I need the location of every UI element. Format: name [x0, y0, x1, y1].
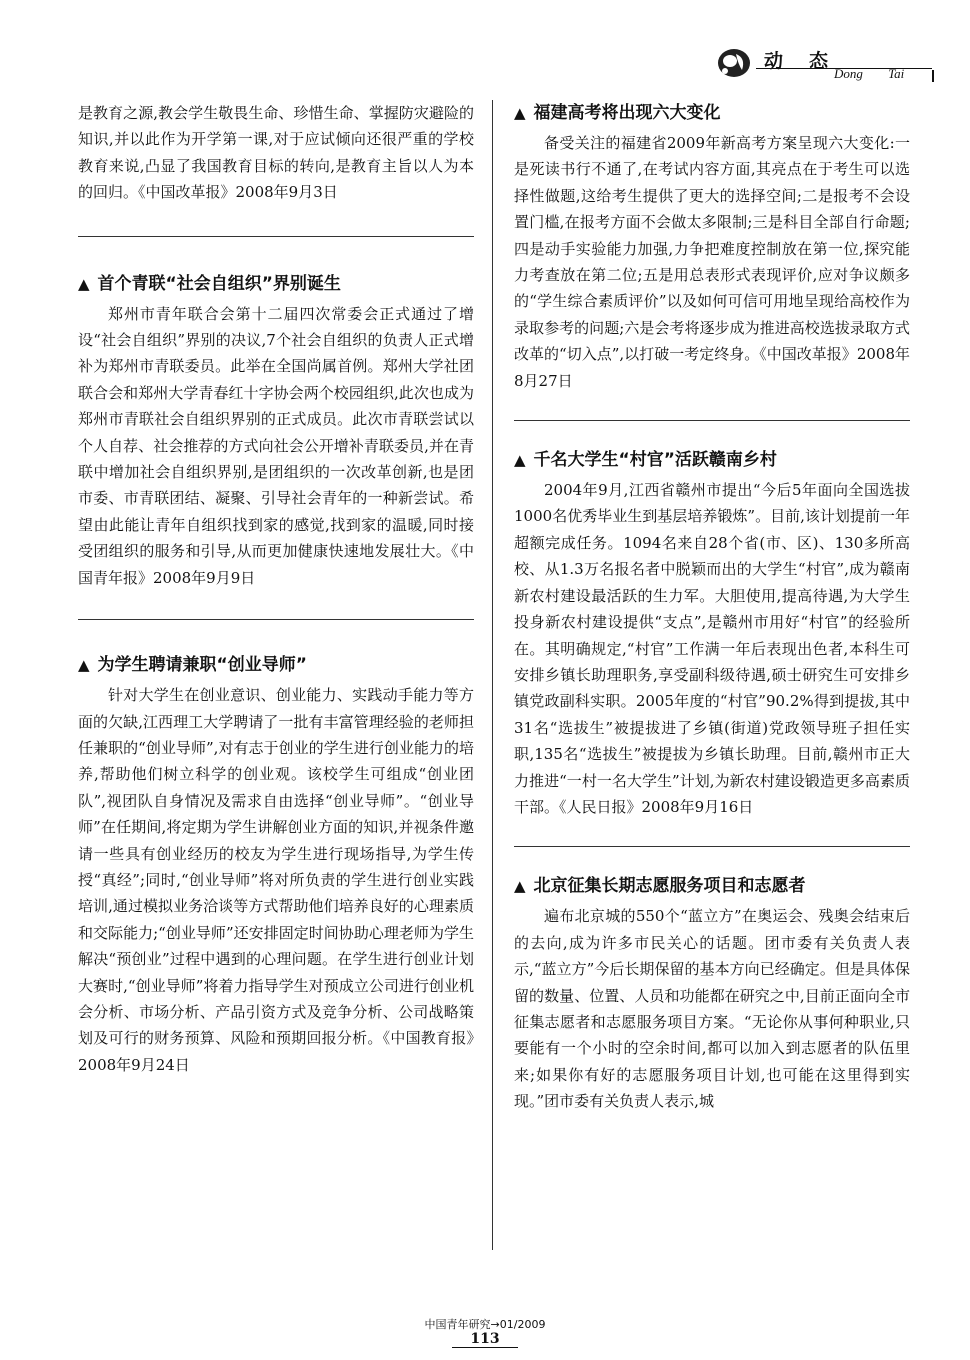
right-column: [514, 100, 910, 1115]
continued-article: [78, 100, 474, 206]
article-body: 遍布北京城的550个“蓝立方”在奥运会、残奥会结束后的去向,成为许多市民关心的话题。团市委有关负责人表示,“蓝立方”今后长期保留的基本方向已经确定。但是具体保留的数量、位置、人员和功能都在研究之中,目前正面向全市征集志愿者和志愿服务项目方案。“无论你从事何种职业,只要能有一个小时的空余时间,都可以加入到志愿者的队伍里来;如果你有好的志愿服务项目计划,也可能在这里得到实现。”团市委有关负责人表示,城: [514, 907, 910, 1111]
article-startup-mentor: [78, 652, 474, 1078]
article-body: 2004年9月,江西省赣州市提出“今后5年面向全国选拔1000名优秀毕业生到基层培养锻炼”。目前,该计划提前一年超额完成任务。1094名来自28个省(市、区)、130多所高校、从1.3万名报名者中脱颖而出的大学生“村官”,成为赣南新农村建设最活跃的生力军。大胆使用,提高待遇,为大学生投身新农村建设提供“支点”,是赣州市用好“村官”的经验所在。其明确规定,“村官”工作满一年后表现出色者,本科生可安排乡镇长助理职务,享受副科级待遇,硕士研究生可安排乡镇党政副科实职。2005年度的“村官”90.2%得到提拔,其中31名“选拔生”被提拔进了乡镇(街道)党政领导班子担任实职,135名“选拔生”被提拔为乡镇长助理。目前,赣州市正大力推进“一村一名大学生”计划,为新农村建设锻造更多高素质干部。《人民日报》2008年9月16日: [514, 481, 910, 816]
article-title: ▲ 为学生聘请兼职“创业导师”: [78, 655, 307, 676]
journal-logo-icon: [716, 46, 752, 80]
article-title: ▲ 千名大学生“村官”活跃赣南乡村: [514, 450, 777, 471]
article-body: 针对大学生在创业意识、创业能力、实践动手能力等方面的欠缺,江西理工大学聘请了一批有丰富管理经验的老师担任兼职的“创业导师”,对有志于创业的学生进行创业能力的培养,帮助他们树立科学的创业观。该校学生可组成“创业团队”,视团队自身情况及需求自由选择“创业导师”。“创业导师”在任期间,将定期为学生讲解创业方面的知识,并视条件邀请一些具有创业经历的校友为学生进行现场指导,为学生传授“真经”;同时,“创业导师”将对所负责的学生进行创业实践培训,通过模拟业务洽谈等方式帮助他们培养良好的心理素质和交际能力;“创业导师”还安排固定时间协助心理老师为学生解决“预创业”过程中遇到的心理问题。在学生进行创业计划大赛时,“创业导师”将着力指导学生对预成立公司进行创业机会分析、市场分析、产品引资方式及竞争分析、公司战略策划及可行的财务预算、风险和预期回报分析。《中国教育报》2008年9月24日: [78, 686, 474, 1074]
page-header: [716, 44, 936, 84]
article-youth-federation: [78, 271, 474, 591]
article-body: 是教育之源,教会学生敬畏生命、珍惜生命、掌握防灾避险的知识,并以此作为开学第一课,对于应试倾向还很严重的学校教育来说,凸显了我国教育目标的转向,是教育主旨以人为本的回归。《中国改革报》2008年9月3日: [78, 104, 474, 202]
article-body: 郑州市青年联合会第十二届四次常委会正式通过了增设“社会自组织”界别的决议,7个社会自组织的负责人正式增补为郑州市青联委员。此举在全国尚属首例。郑州大学社团联合会和郑州大学青春红十字协会两个校园组织,此次也成为郑州市青联社会自组织界别的正式成员。此次市青联尝试以个人自荐、社会推荐的方式向社会公开增补青联委员,并在青联中增加社会自组织界别,是团组织的一次改革创新,也是团市委、市青联团结、凝聚、引导社会青年的一种新尝试。希望由此能让青年自组织找到家的感觉,找到家的温暖,同时接受团组织的服务和引导,从而更加健康快速地发展壮大。《中国青年报》2008年9月9日: [78, 304, 474, 587]
page-number: 113: [0, 1331, 970, 1347]
triangle-icon: ▲: [78, 274, 90, 293]
triangle-icon: ▲: [78, 656, 90, 675]
column-divider: [492, 100, 493, 1250]
article-separator: [78, 619, 474, 620]
article-separator: [514, 420, 910, 421]
article-village-officials: [514, 447, 910, 820]
section-title-en: Dong Tai: [834, 66, 905, 81]
section-title-cn: 动态: [764, 50, 855, 72]
article-body: 备受关注的福建省2009年新高考方案呈现六大变化:一是死读书行不通了,在考试内容方面,其亮点在于考生可以选择性做题,这给考生提供了更大的选择空间;二是报考不会设置门槛,在报考方面不会做太多限制;三是科目全部自行命题;四是动手实验能力加强,力争把难度控制放在第一位,探究能力考查放在第二位;五是用总表形式表现评价,应对争议颇多的“学生综合素质评价”以及如何可信可用地呈现给高校作为录取参考的问题;六是会考将逐步成为推进高校选拔录取方式改革的“切入点”,以打破一考定终身。《中国改革报》2008年8月27日: [514, 134, 910, 390]
triangle-icon: ▲: [514, 451, 526, 470]
header-tick: [932, 70, 934, 82]
article-title: ▲ 福建高考将出现六大变化: [514, 103, 721, 123]
triangle-icon: ▲: [514, 877, 526, 896]
article-title: ▲ 首个青联“社会自组织”界别诞生: [78, 273, 341, 294]
left-column: [78, 100, 474, 1078]
article-fujian-exam: [514, 100, 910, 394]
triangle-icon: ▲: [514, 104, 526, 122]
journal-footer: 中国青年研究→01/2009: [424, 1318, 546, 1331]
article-separator: [78, 236, 474, 237]
article-beijing-volunteers: [514, 873, 910, 1114]
article-separator: [514, 846, 910, 847]
article-title: ▲ 北京征集长期志愿服务项目和志愿者: [514, 876, 806, 897]
